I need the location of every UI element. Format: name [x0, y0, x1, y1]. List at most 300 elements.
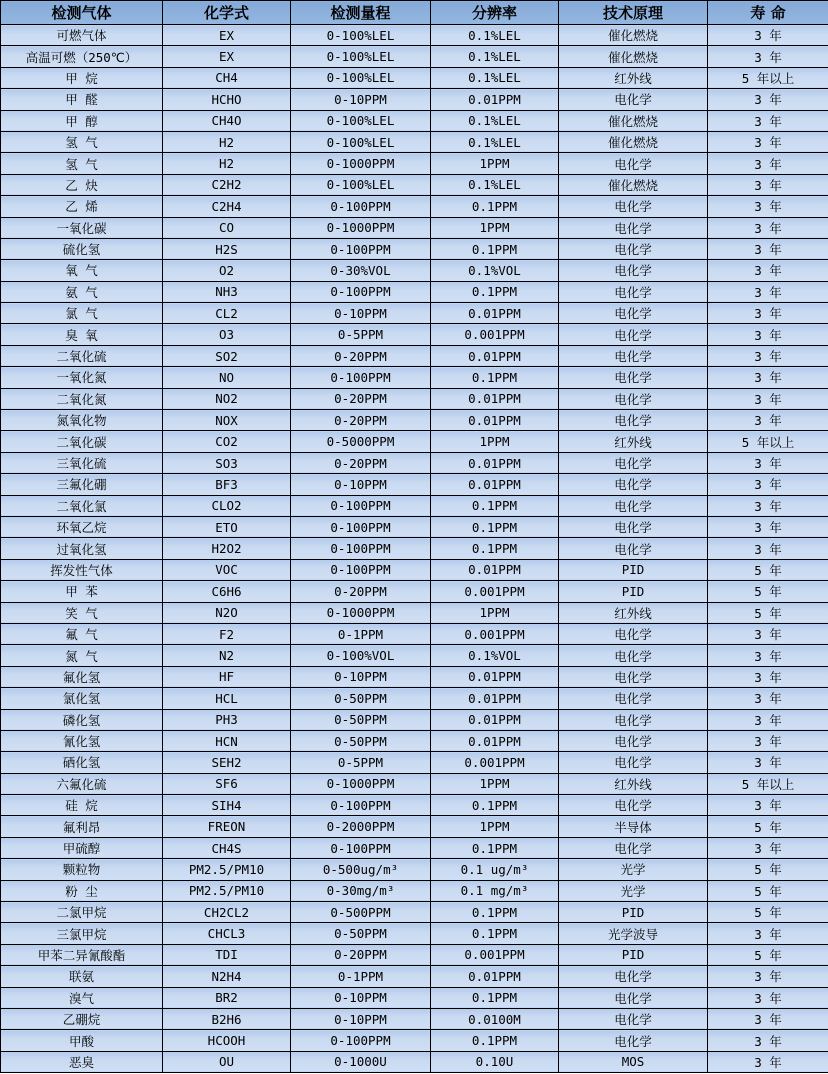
- table-cell: PM2.5/PM10: [163, 880, 291, 901]
- table-cell: 3 年: [708, 410, 828, 431]
- table-cell: 3 年: [708, 238, 828, 259]
- table-cell: 3 年: [708, 730, 828, 751]
- table-cell: 0.01PPM: [431, 666, 559, 687]
- table-cell: 0.1PPM: [431, 902, 559, 923]
- table-cell: 0.1PPM: [431, 795, 559, 816]
- table-cell: 0.01PPM: [431, 452, 559, 473]
- table-cell: 氮 气: [1, 645, 163, 666]
- table-cell: 3 年: [708, 1030, 828, 1051]
- table-cell: 甲 醇: [1, 110, 163, 131]
- table-row: [1, 131, 828, 152]
- table-cell: 环氧乙烷: [1, 516, 163, 537]
- table-cell: 0-10PPM: [291, 474, 431, 495]
- table-cell: 1PPM: [431, 153, 559, 174]
- table-cell: 0.1%LEL: [431, 25, 559, 46]
- table-row: [1, 431, 828, 452]
- table-row: [1, 196, 828, 217]
- table-cell: 0-100PPM: [291, 238, 431, 259]
- table-cell: 0.01PPM: [431, 474, 559, 495]
- table-cell: 0.001PPM: [431, 581, 559, 602]
- table-cell: C2H4: [163, 196, 291, 217]
- table-cell: 电化学: [559, 388, 708, 409]
- table-cell: 0.01PPM: [431, 410, 559, 431]
- table-cell: 3 年: [708, 709, 828, 730]
- table-row: [1, 966, 828, 987]
- table-cell: 3 年: [708, 623, 828, 644]
- table-cell: EX: [163, 25, 291, 46]
- table-cell: 可燃气体: [1, 25, 163, 46]
- table-row: [1, 89, 828, 110]
- table-cell: NO: [163, 367, 291, 388]
- table-cell: 硒化氢: [1, 752, 163, 773]
- table-cell: SO3: [163, 452, 291, 473]
- table-cell: 电化学: [559, 709, 708, 730]
- table-cell: 电化学: [559, 217, 708, 238]
- table-cell: 5 年: [708, 559, 828, 580]
- table-cell: FREON: [163, 816, 291, 837]
- table-cell: 磷化氢: [1, 709, 163, 730]
- table-cell: MOS: [559, 1051, 708, 1072]
- table-cell: 0.1PPM: [431, 238, 559, 259]
- table-cell: CH4: [163, 67, 291, 88]
- table-row: [1, 559, 828, 580]
- table-row: [1, 1030, 828, 1051]
- table-cell: CL2: [163, 303, 291, 324]
- table-cell: 0-50PPM: [291, 688, 431, 709]
- table-cell: CHCL3: [163, 923, 291, 944]
- table-cell: 电化学: [559, 966, 708, 987]
- table-cell: CH4O: [163, 110, 291, 131]
- table-cell: 氟利昂: [1, 816, 163, 837]
- table-row: [1, 388, 828, 409]
- header-row: [1, 1, 828, 25]
- table-cell: 催化燃烧: [559, 110, 708, 131]
- table-cell: 0.01PPM: [431, 966, 559, 987]
- table-row: [1, 581, 828, 602]
- table-cell: 0.001PPM: [431, 324, 559, 345]
- table-cell: 0.1%LEL: [431, 46, 559, 67]
- table-cell: PM2.5/PM10: [163, 859, 291, 880]
- table-cell: OU: [163, 1051, 291, 1072]
- table-cell: 高温可燃（250℃）: [1, 46, 163, 67]
- table-cell: 3 年: [708, 538, 828, 559]
- table-cell: 0-100PPM: [291, 837, 431, 858]
- table-row: [1, 859, 828, 880]
- table-cell: 光学: [559, 859, 708, 880]
- table-cell: 催化燃烧: [559, 174, 708, 195]
- table-cell: 0-20PPM: [291, 581, 431, 602]
- table-cell: PH3: [163, 709, 291, 730]
- table-cell: 0.1PPM: [431, 837, 559, 858]
- table-cell: 过氧化氢: [1, 538, 163, 559]
- table-cell: 0-2000PPM: [291, 816, 431, 837]
- table-cell: 氯化氢: [1, 688, 163, 709]
- table-cell: SIH4: [163, 795, 291, 816]
- table-cell: 乙硼烷: [1, 1008, 163, 1029]
- table-cell: 0-5000PPM: [291, 431, 431, 452]
- table-cell: 电化学: [559, 987, 708, 1008]
- table-row: [1, 474, 828, 495]
- table-cell: 催化燃烧: [559, 131, 708, 152]
- table-row: [1, 752, 828, 773]
- table-cell: 0.01PPM: [431, 388, 559, 409]
- table-cell: 电化学: [559, 538, 708, 559]
- table-cell: CH4S: [163, 837, 291, 858]
- table-cell: EX: [163, 46, 291, 67]
- table-row: [1, 709, 828, 730]
- table-cell: 0-1PPM: [291, 966, 431, 987]
- table-cell: 电化学: [559, 410, 708, 431]
- table-cell: 恶臭: [1, 1051, 163, 1072]
- table-row: [1, 602, 828, 623]
- table-row: [1, 110, 828, 131]
- table-cell: 3 年: [708, 688, 828, 709]
- table-cell: 0-100%LEL: [291, 110, 431, 131]
- table-cell: 电化学: [559, 495, 708, 516]
- table-row: [1, 217, 828, 238]
- table-row: [1, 538, 828, 559]
- table-cell: 5 年: [708, 581, 828, 602]
- table-cell: 电化学: [559, 281, 708, 302]
- table-cell: 3 年: [708, 752, 828, 773]
- table-cell: CH2CL2: [163, 902, 291, 923]
- table-cell: 0.01PPM: [431, 688, 559, 709]
- table-cell: 电化学: [559, 1030, 708, 1051]
- table-cell: B2H6: [163, 1008, 291, 1029]
- table-cell: 3 年: [708, 46, 828, 67]
- table-cell: 挥发性气体: [1, 559, 163, 580]
- table-cell: 5 年: [708, 944, 828, 965]
- table-cell: 0-1000PPM: [291, 217, 431, 238]
- table-cell: SF6: [163, 773, 291, 794]
- table-row: [1, 902, 828, 923]
- table-cell: 3 年: [708, 923, 828, 944]
- table-cell: 0-30%VOL: [291, 260, 431, 281]
- table-cell: 0-100PPM: [291, 281, 431, 302]
- table-row: [1, 516, 828, 537]
- table-cell: 1PPM: [431, 602, 559, 623]
- table-cell: 电化学: [559, 452, 708, 473]
- table-cell: 二氧化氯: [1, 495, 163, 516]
- table-cell: 二氧化碳: [1, 431, 163, 452]
- column-header: 化学式: [163, 1, 291, 25]
- table-cell: F2: [163, 623, 291, 644]
- table-cell: 3 年: [708, 345, 828, 366]
- table-row: [1, 688, 828, 709]
- table-cell: 0-50PPM: [291, 709, 431, 730]
- table-cell: 电化学: [559, 1008, 708, 1029]
- table-cell: 3 年: [708, 495, 828, 516]
- table-cell: 二氧化硫: [1, 345, 163, 366]
- table-cell: 臭 氧: [1, 324, 163, 345]
- table-cell: 光学波导: [559, 923, 708, 944]
- table-cell: 电化学: [559, 623, 708, 644]
- table-cell: 电化学: [559, 303, 708, 324]
- table-cell: 3 年: [708, 966, 828, 987]
- table-cell: 0-100%LEL: [291, 46, 431, 67]
- table-cell: 3 年: [708, 666, 828, 687]
- table-cell: 3 年: [708, 516, 828, 537]
- table-cell: 氢 气: [1, 131, 163, 152]
- table-cell: 红外线: [559, 773, 708, 794]
- table-cell: 3 年: [708, 281, 828, 302]
- table-cell: 0.1%LEL: [431, 67, 559, 88]
- table-cell: C6H6: [163, 581, 291, 602]
- table-cell: 3 年: [708, 324, 828, 345]
- table-cell: 红外线: [559, 602, 708, 623]
- table-cell: 电化学: [559, 260, 708, 281]
- column-header: 寿 命: [708, 1, 828, 25]
- table-cell: 0-50PPM: [291, 730, 431, 751]
- table-cell: 氯 气: [1, 303, 163, 324]
- table-cell: 甲 苯: [1, 581, 163, 602]
- table-row: [1, 923, 828, 944]
- table-cell: 3 年: [708, 260, 828, 281]
- table-cell: N2H4: [163, 966, 291, 987]
- table-cell: 0-10PPM: [291, 987, 431, 1008]
- table-cell: HCOOH: [163, 1030, 291, 1051]
- table-cell: H2: [163, 131, 291, 152]
- table-cell: 3 年: [708, 388, 828, 409]
- table-cell: 0-100%LEL: [291, 67, 431, 88]
- table-cell: 3 年: [708, 367, 828, 388]
- table-cell: 5 年以上: [708, 773, 828, 794]
- table-cell: 乙 烯: [1, 196, 163, 217]
- table-cell: 氟化氢: [1, 666, 163, 687]
- table-cell: 二氯甲烷: [1, 902, 163, 923]
- table-row: [1, 345, 828, 366]
- table-cell: 红外线: [559, 67, 708, 88]
- table-cell: 电化学: [559, 345, 708, 366]
- table-cell: 5 年: [708, 816, 828, 837]
- table-cell: 0-50PPM: [291, 923, 431, 944]
- table-cell: 0-100%LEL: [291, 174, 431, 195]
- table-cell: 0-100%LEL: [291, 131, 431, 152]
- table-cell: 3 年: [708, 110, 828, 131]
- table-cell: 电化学: [559, 516, 708, 537]
- table-row: [1, 367, 828, 388]
- table-cell: 一氧化氮: [1, 367, 163, 388]
- table-cell: 0-1000U: [291, 1051, 431, 1072]
- table-cell: SEH2: [163, 752, 291, 773]
- table-cell: 0-20PPM: [291, 452, 431, 473]
- table-row: [1, 67, 828, 88]
- table-cell: 0-100PPM: [291, 196, 431, 217]
- table-cell: ETO: [163, 516, 291, 537]
- table-row: [1, 25, 828, 46]
- table-row: [1, 495, 828, 516]
- table-cell: 3 年: [708, 987, 828, 1008]
- table-cell: CLO2: [163, 495, 291, 516]
- table-cell: NO2: [163, 388, 291, 409]
- table-cell: O3: [163, 324, 291, 345]
- table-cell: 电化学: [559, 324, 708, 345]
- table-row: [1, 987, 828, 1008]
- table-row: [1, 410, 828, 431]
- table-cell: 电化学: [559, 645, 708, 666]
- table-cell: 0-100PPM: [291, 1030, 431, 1051]
- table-row: [1, 623, 828, 644]
- table-cell: 0.1%VOL: [431, 645, 559, 666]
- table-row: [1, 880, 828, 901]
- table-cell: 0.1PPM: [431, 923, 559, 944]
- table-row: [1, 324, 828, 345]
- table-cell: HCHO: [163, 89, 291, 110]
- table-cell: 0.0100M: [431, 1008, 559, 1029]
- table-row: [1, 452, 828, 473]
- table-cell: 0.001PPM: [431, 752, 559, 773]
- table-row: [1, 666, 828, 687]
- table-cell: PID: [559, 581, 708, 602]
- table-cell: 甲苯二异氰酸酯: [1, 944, 163, 965]
- table-cell: BF3: [163, 474, 291, 495]
- table-cell: H2: [163, 153, 291, 174]
- table-cell: 5 年: [708, 859, 828, 880]
- table-header: [1, 1, 828, 25]
- table-cell: 三氯甲烷: [1, 923, 163, 944]
- column-header: 分辨率: [431, 1, 559, 25]
- table-cell: 电化学: [559, 837, 708, 858]
- column-header: 技术原理: [559, 1, 708, 25]
- table-cell: CO2: [163, 431, 291, 452]
- table-cell: 0-100PPM: [291, 795, 431, 816]
- table-cell: 3 年: [708, 174, 828, 195]
- table-cell: BR2: [163, 987, 291, 1008]
- table-cell: 电化学: [559, 474, 708, 495]
- table-cell: 0.1PPM: [431, 495, 559, 516]
- table-cell: 3 年: [708, 795, 828, 816]
- table-cell: 0.01PPM: [431, 345, 559, 366]
- table-cell: 0-100PPM: [291, 495, 431, 516]
- table-cell: 氢 气: [1, 153, 163, 174]
- table-cell: 0.1PPM: [431, 987, 559, 1008]
- table-cell: 氨 气: [1, 281, 163, 302]
- table-cell: 甲硫醇: [1, 837, 163, 858]
- table-cell: 0.1PPM: [431, 516, 559, 537]
- table-cell: 硅 烷: [1, 795, 163, 816]
- table-row: [1, 773, 828, 794]
- table-body: [1, 25, 828, 1073]
- table-cell: 0-100PPM: [291, 516, 431, 537]
- table-cell: 电化学: [559, 89, 708, 110]
- table-row: [1, 303, 828, 324]
- table-cell: 氟 气: [1, 623, 163, 644]
- table-cell: 光学: [559, 880, 708, 901]
- table-cell: 0.1PPM: [431, 538, 559, 559]
- table-cell: 笑 气: [1, 602, 163, 623]
- table-row: [1, 816, 828, 837]
- table-cell: 电化学: [559, 666, 708, 687]
- table-row: [1, 260, 828, 281]
- table-cell: 电化学: [559, 730, 708, 751]
- table-cell: 0.1%VOL: [431, 260, 559, 281]
- table-cell: PID: [559, 559, 708, 580]
- table-row: [1, 1008, 828, 1029]
- table-cell: 3 年: [708, 837, 828, 858]
- table-cell: 红外线: [559, 431, 708, 452]
- table-cell: SO2: [163, 345, 291, 366]
- table-cell: 电化学: [559, 238, 708, 259]
- table-cell: 3 年: [708, 131, 828, 152]
- table-cell: 0-1000PPM: [291, 153, 431, 174]
- table-cell: 联氨: [1, 966, 163, 987]
- table-cell: 1PPM: [431, 816, 559, 837]
- table-cell: 氧 气: [1, 260, 163, 281]
- table-cell: 0-30mg/m³: [291, 880, 431, 901]
- table-cell: 0-1000PPM: [291, 602, 431, 623]
- table-cell: H2S: [163, 238, 291, 259]
- table-row: [1, 238, 828, 259]
- table-cell: 3 年: [708, 153, 828, 174]
- table-cell: 3 年: [708, 452, 828, 473]
- table-cell: HF: [163, 666, 291, 687]
- table-cell: 催化燃烧: [559, 46, 708, 67]
- table-cell: 电化学: [559, 795, 708, 816]
- table-cell: 0-5PPM: [291, 324, 431, 345]
- table-cell: NOX: [163, 410, 291, 431]
- table-cell: 粉 尘: [1, 880, 163, 901]
- table-cell: 0-10PPM: [291, 666, 431, 687]
- table-cell: 5 年以上: [708, 431, 828, 452]
- table-cell: 0.01PPM: [431, 89, 559, 110]
- table-cell: VOC: [163, 559, 291, 580]
- table-cell: N2: [163, 645, 291, 666]
- table-cell: C2H2: [163, 174, 291, 195]
- table-cell: 0-1PPM: [291, 623, 431, 644]
- table-cell: 5 年: [708, 902, 828, 923]
- table-cell: 0-20PPM: [291, 944, 431, 965]
- table-cell: 0.01PPM: [431, 730, 559, 751]
- table-row: [1, 837, 828, 858]
- table-cell: 5 年以上: [708, 67, 828, 88]
- table-cell: 电化学: [559, 196, 708, 217]
- table-cell: 0.1PPM: [431, 196, 559, 217]
- table-cell: H2O2: [163, 538, 291, 559]
- table-cell: 0.01PPM: [431, 559, 559, 580]
- table-cell: 3 年: [708, 303, 828, 324]
- table-cell: 0-100PPM: [291, 538, 431, 559]
- table-cell: 0-100PPM: [291, 559, 431, 580]
- table-row: [1, 1051, 828, 1072]
- table-row: [1, 153, 828, 174]
- table-cell: PID: [559, 902, 708, 923]
- table-cell: 三氟化硼: [1, 474, 163, 495]
- table-cell: O2: [163, 260, 291, 281]
- table-cell: 0.01PPM: [431, 303, 559, 324]
- table-cell: 电化学: [559, 153, 708, 174]
- table-cell: 0-20PPM: [291, 388, 431, 409]
- table-cell: 3 年: [708, 645, 828, 666]
- table-cell: 电化学: [559, 752, 708, 773]
- table-cell: 0.1 mg/m³: [431, 880, 559, 901]
- table-cell: 1PPM: [431, 431, 559, 452]
- table-cell: 催化燃烧: [559, 25, 708, 46]
- table-cell: 六氟化硫: [1, 773, 163, 794]
- table-cell: 甲 烷: [1, 67, 163, 88]
- table-cell: HCN: [163, 730, 291, 751]
- table-cell: 硫化氢: [1, 238, 163, 259]
- column-header: 检测量程: [291, 1, 431, 25]
- table-cell: CO: [163, 217, 291, 238]
- table-row: [1, 281, 828, 302]
- table-cell: 3 年: [708, 1008, 828, 1029]
- table-row: [1, 795, 828, 816]
- table-row: [1, 46, 828, 67]
- table-cell: 0-100PPM: [291, 367, 431, 388]
- table-cell: 0.10U: [431, 1051, 559, 1072]
- table-cell: 甲 醛: [1, 89, 163, 110]
- table-cell: HCL: [163, 688, 291, 709]
